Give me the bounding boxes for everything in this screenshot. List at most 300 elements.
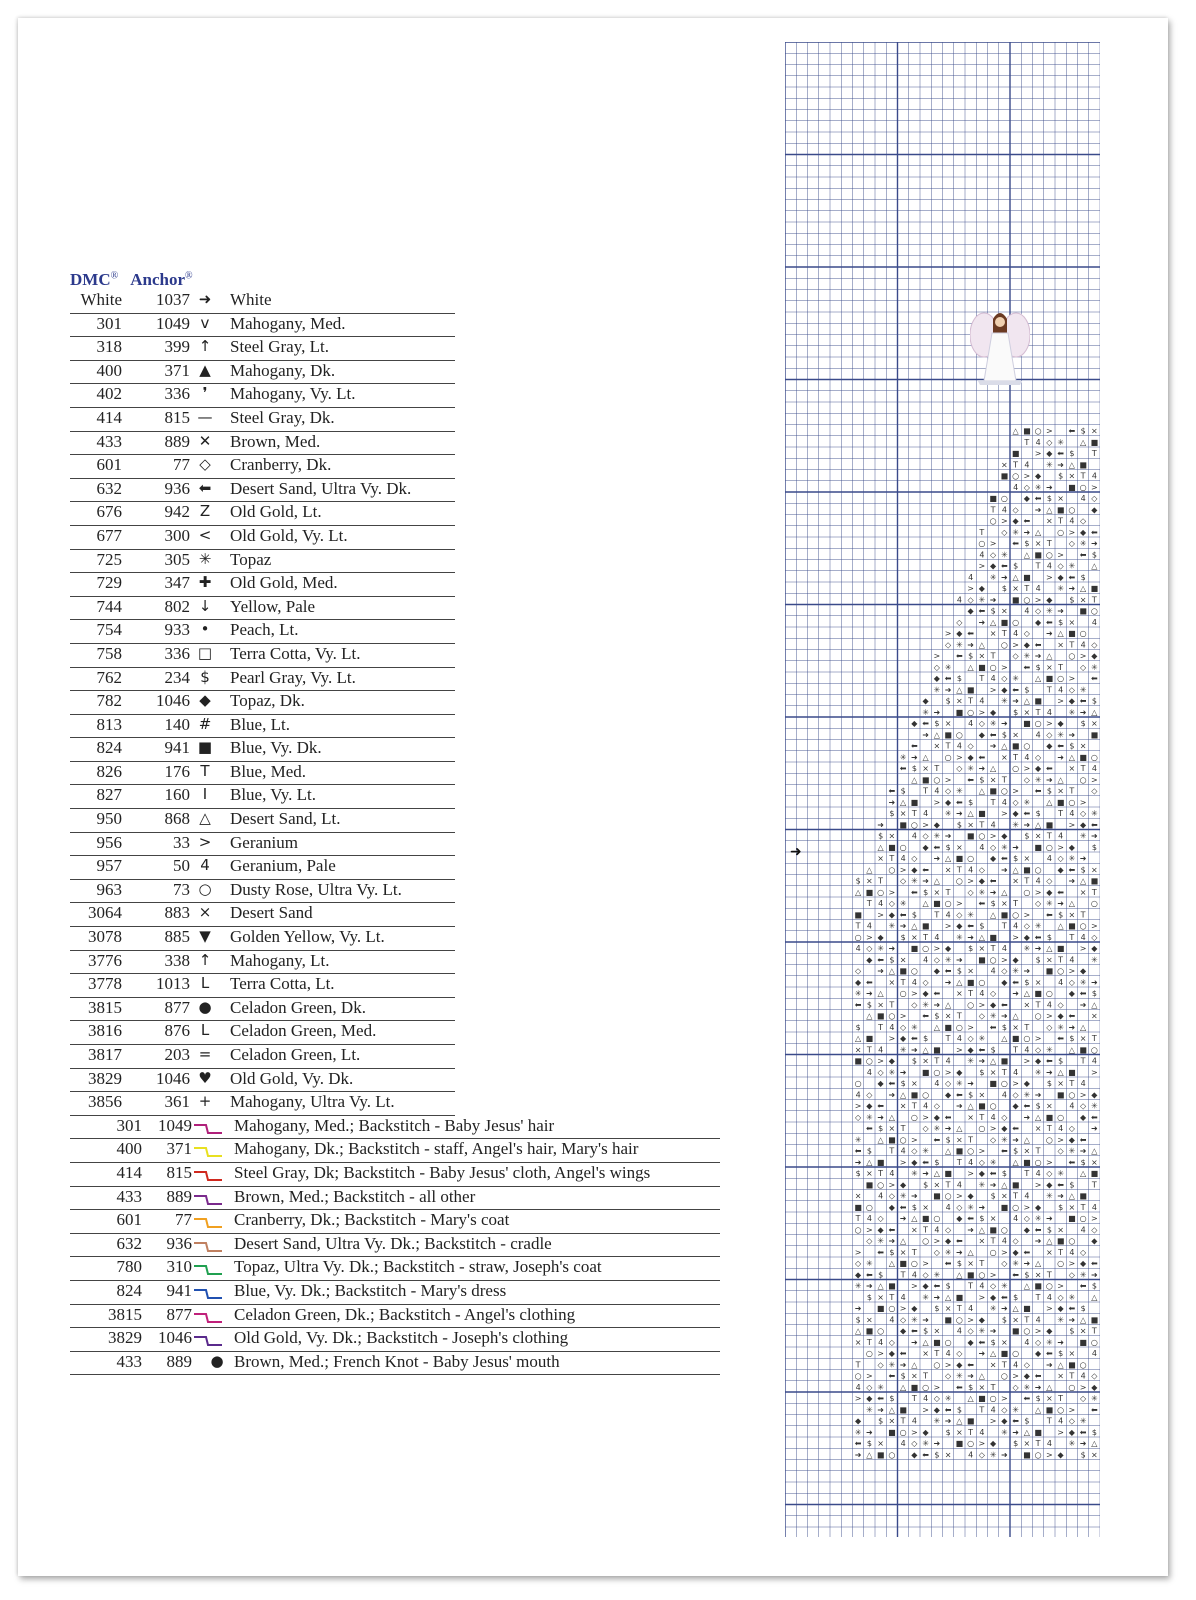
stitch-symbol: ◇: [1001, 966, 1008, 976]
stitch-symbol: ◆: [900, 1326, 907, 1336]
stitch-symbol: ×: [1079, 595, 1087, 605]
stitch-symbol: ◇: [1068, 977, 1075, 987]
stitch-symbol: ×: [1046, 662, 1053, 672]
stitch-symbol: ⬅: [866, 1270, 873, 1280]
stitch-symbol: ➜: [1057, 460, 1064, 470]
stitch-symbol: ➜: [978, 764, 986, 773]
stitch-symbol: ◇: [1091, 1371, 1098, 1381]
dmc-number: 3829: [88, 1068, 122, 1088]
stitch-symbol: >: [1068, 1405, 1076, 1415]
stitch-symbol: ✳: [1001, 842, 1008, 852]
stitch-symbol: ⬅: [967, 1214, 974, 1223]
stitch-symbol: ✳: [1046, 460, 1053, 470]
stitch-symbol: ⬅: [854, 1000, 862, 1010]
stitch-symbol: ⬅: [989, 730, 997, 740]
bar-icon: I: [202, 785, 208, 804]
stitch-symbol: ◇: [933, 1247, 940, 1257]
stitch-symbol: ◇: [1035, 606, 1042, 616]
stitch-symbol: >: [888, 1180, 896, 1190]
backstitch-line-icon: [194, 1216, 222, 1228]
legend-row: [70, 361, 455, 385]
stitch-symbol: ○: [1057, 527, 1065, 537]
stitch-symbol: ×: [1023, 1146, 1031, 1156]
stitch-symbol: >: [1091, 1067, 1098, 1077]
stitch-symbol: ◆: [1001, 831, 1008, 841]
stitch-symbol: ○: [1000, 640, 1008, 650]
stitch-symbol: △: [866, 1450, 873, 1460]
stitch-symbol: $: [878, 831, 884, 841]
stitch-symbol: ⬅: [922, 1157, 929, 1167]
dmc-number: 3815: [108, 1304, 142, 1324]
stitch-symbol: $: [1013, 1292, 1019, 1302]
stitch-symbol: ○: [922, 1090, 930, 1100]
stitch-symbol: ■: [989, 932, 997, 942]
stitch-symbol: ✳: [877, 1382, 884, 1392]
stitch-symbol: ■: [1090, 437, 1099, 447]
stitch-symbol: T: [911, 1394, 917, 1403]
stitch-symbol: ■: [1056, 1090, 1065, 1100]
stitch-symbol: T: [990, 505, 996, 515]
stitch-symbol: >: [1057, 696, 1064, 706]
stitch-symbol: ✳: [1046, 1045, 1053, 1055]
stitch-symbol: ➜: [933, 1292, 941, 1302]
stitch-symbol: ◆: [866, 1101, 873, 1111]
stitch-symbol: T: [1091, 1180, 1097, 1190]
stitch-symbol: 4: [1013, 482, 1019, 492]
legend-row: [70, 550, 455, 574]
stitch-symbol: ○: [967, 854, 975, 863]
stitch-symbol: >: [1091, 482, 1098, 492]
stitch-symbol: ✳: [1012, 674, 1019, 683]
stitch-symbol: △: [1023, 1281, 1030, 1291]
stitch-symbol: ✳: [978, 595, 986, 605]
stitch-symbol: 4: [1035, 730, 1041, 740]
stitch-symbol: ×: [854, 1337, 862, 1347]
legend-row: [70, 502, 455, 526]
stitch-symbol: $: [1035, 1101, 1041, 1111]
stitch-symbol: ◇: [1091, 932, 1098, 942]
stitch-symbol: $: [911, 1202, 917, 1212]
stitch-symbol: ⬅: [967, 775, 974, 785]
stitch-symbol: $: [1091, 550, 1097, 560]
stitch-symbol: ○: [1057, 1112, 1065, 1122]
stitch-symbol: ◇: [1012, 1382, 1019, 1392]
stitch-symbol: ○: [1068, 797, 1076, 807]
stitch-symbol: ◇: [1091, 786, 1098, 796]
stitch-symbol: ✳: [944, 809, 952, 818]
stitch-symbol: ◆: [1091, 1090, 1098, 1100]
stitch-symbol: ◆: [956, 1360, 963, 1370]
stitch-symbol: ◇: [1012, 1236, 1019, 1246]
stitch-symbol: ➜: [911, 1045, 918, 1055]
stitch-symbol: $: [1091, 1281, 1097, 1291]
stitch-symbol: ✳: [1068, 561, 1076, 571]
stitch-symbol: △: [1091, 1439, 1098, 1448]
stitch-symbol: △: [990, 617, 997, 627]
stitch-symbol: ◆: [1057, 1450, 1064, 1460]
stitch-symbol: ◇: [1057, 1000, 1064, 1010]
stitch-symbol: $: [934, 1157, 940, 1167]
dash-icon: —: [197, 407, 213, 426]
stitch-symbol: $: [956, 1259, 962, 1268]
stitch-symbol: ×: [1046, 1394, 1053, 1403]
stitch-symbol: >: [888, 887, 896, 897]
stitch-symbol: ⬅: [911, 741, 918, 751]
stitch-symbol: ○: [1079, 1214, 1087, 1223]
color-name: Old Gold, Vy. Lt.: [230, 525, 348, 545]
stitch-symbol: >: [1068, 527, 1076, 537]
stitch-symbol: 4: [1001, 1090, 1007, 1100]
stitch-symbol: ◆: [978, 730, 985, 740]
stitch-symbol: >: [956, 1191, 963, 1201]
stitch-symbol: △: [945, 1000, 952, 1010]
stitch-symbol: ×: [956, 989, 963, 998]
stitch-symbol: ○: [978, 977, 986, 987]
dmc-number: White: [80, 290, 122, 309]
stitch-symbol: ⬅: [1057, 449, 1064, 458]
stitch-symbol: ➜: [1079, 1439, 1087, 1448]
stitch-symbol: >: [1001, 516, 1008, 526]
stitch-symbol: ➜: [854, 1450, 862, 1460]
stitch-symbol: $: [968, 797, 974, 807]
stitch-symbol: ⬅: [1079, 696, 1087, 706]
stitch-symbol: ◇: [1091, 494, 1098, 503]
stitch-symbol: ■: [854, 910, 862, 920]
anchor-number: 877: [164, 997, 190, 1017]
stitch-symbol: 4: [1024, 1191, 1030, 1201]
anchor-number: 73: [173, 879, 190, 899]
dmc-number: 3776: [88, 950, 122, 970]
stitch-symbol: >: [877, 910, 884, 920]
stitch-symbol: T: [1001, 775, 1007, 785]
z-icon: Z: [199, 502, 211, 521]
stitch-symbol: ■: [989, 786, 997, 796]
stitch-symbol: ◆: [1080, 820, 1087, 830]
stitch-symbol: ○: [1000, 1371, 1008, 1381]
stitch-symbol: ■: [966, 1270, 975, 1280]
stitch-symbol: $: [1001, 584, 1007, 593]
stitch-symbol: 4: [1069, 809, 1075, 818]
stitch-symbol: >: [989, 831, 997, 841]
stitch-symbol: T: [956, 865, 962, 875]
stitch-symbol: ■: [1079, 606, 1087, 616]
stitch-symbol: T: [923, 786, 929, 796]
stitch-symbol: >: [944, 1360, 952, 1370]
stitch-symbol: ◇: [956, 764, 963, 773]
stitch-symbol: T: [945, 741, 951, 751]
stitch-symbol: 4: [1001, 1236, 1007, 1246]
stitch-symbol: ◇: [877, 1214, 884, 1223]
stitch-symbol: ➜: [1001, 865, 1008, 875]
legend-row: [70, 644, 455, 668]
stitch-symbol: ◆: [1035, 471, 1042, 481]
legend-row: [70, 290, 455, 314]
stitch-symbol: ⬅: [1023, 1101, 1031, 1111]
stitch-symbol: ◆: [1035, 764, 1042, 773]
stitch-symbol: ◆: [1080, 1259, 1087, 1268]
stitch-symbol: ◇: [1068, 1124, 1075, 1133]
stitch-symbol: 4: [934, 932, 940, 942]
stitch-symbol: ×: [911, 1079, 918, 1088]
stitch-symbol: ◇: [888, 1191, 895, 1201]
stitch-symbol: ○: [888, 865, 896, 875]
stitch-symbol: T: [855, 921, 861, 931]
stitch-symbol: △: [900, 797, 907, 807]
stitch-symbol: ✳: [978, 1034, 986, 1043]
anchor-number: 176: [164, 761, 190, 781]
stitch-symbol: ✳: [1046, 606, 1053, 616]
stitch-symbol: △: [900, 1090, 907, 1100]
stitch-symbol: ×: [877, 1292, 884, 1302]
stitch-symbol: ✳: [877, 1236, 884, 1246]
stitch-symbol: >: [978, 1439, 986, 1448]
stitch-symbol: ■: [933, 1045, 941, 1055]
stitch-symbol: 4: [1058, 1416, 1064, 1426]
stitch-symbol: T: [1046, 1270, 1052, 1280]
anchor-number: 347: [164, 573, 190, 593]
backstitch-line-icon: [194, 1145, 222, 1157]
stitch-symbol: ✳: [1068, 707, 1076, 717]
stitch-symbol: ⬅: [967, 921, 974, 931]
stitch-symbol: T: [855, 1360, 861, 1370]
stitch-symbol: ➜: [1034, 944, 1042, 953]
anchor-header: Anchor®: [130, 270, 193, 289]
stitch-symbol: △: [1023, 696, 1030, 706]
stitch-symbol: ⬅: [1023, 662, 1031, 672]
stitch-symbol: T: [1091, 1034, 1097, 1043]
stitch-symbol: $: [855, 1169, 861, 1178]
stitch-symbol: ◆: [933, 820, 940, 830]
stitch-symbol: T: [1035, 1000, 1041, 1010]
stitch-symbol: ✳: [1023, 651, 1031, 661]
stitch-symbol: T: [1013, 1191, 1019, 1201]
stitch-symbol: ○: [978, 831, 986, 841]
stitch-symbol: ✳: [899, 899, 907, 908]
stitch-symbol: ■: [1011, 1180, 1020, 1190]
stitch-symbol: $: [1013, 1146, 1019, 1156]
stitch-symbol: ⬅: [1068, 1011, 1076, 1021]
backstitch-row: [70, 1187, 720, 1211]
stitch-symbol: 4: [900, 854, 906, 863]
stitch-symbol: T: [1080, 764, 1086, 773]
stitch-symbol: △: [1080, 1315, 1087, 1325]
stitch-symbol: ➜: [978, 1056, 986, 1066]
stitch-symbol: $: [911, 764, 917, 773]
stitch-symbol: ■: [854, 1056, 862, 1066]
stitch-symbol: ■: [989, 1079, 997, 1088]
stitch-symbol: T: [979, 674, 985, 683]
stitch-symbol: ✳: [1046, 1191, 1053, 1201]
backstitch-description: Mahogany, Dk.; Backstitch - staff, Angel's hair, Mary's hair: [234, 1139, 639, 1159]
stitch-symbol: △: [1057, 1360, 1064, 1370]
stitch-symbol: ×: [877, 854, 884, 863]
stitch-symbol: ■: [1000, 1202, 1009, 1212]
stitch-symbol: $: [889, 955, 895, 965]
stitch-symbol: ◇: [1023, 1214, 1030, 1223]
stitch-symbol: △: [978, 786, 985, 796]
stitch-symbol: ◆: [956, 1214, 963, 1223]
stitch-symbol: ✳: [888, 1067, 896, 1077]
color-name: Yellow, Pale: [230, 596, 316, 616]
stitch-symbol: $: [889, 1394, 895, 1403]
stitch-symbol: $: [1046, 1079, 1052, 1088]
stitch-symbol: △: [911, 921, 918, 931]
stitch-symbol: >: [1001, 809, 1008, 818]
stitch-symbol: $: [1013, 561, 1019, 571]
stitch-symbol: T: [1024, 584, 1030, 593]
stitch-symbol: ◆: [1023, 640, 1030, 650]
stitch-symbol: ✳: [944, 955, 952, 965]
stitch-symbol: ×: [967, 820, 974, 830]
stitch-symbol: >: [989, 685, 997, 695]
stitch-symbol: T: [1091, 595, 1097, 605]
stitch-symbol: ◆: [1023, 1225, 1030, 1235]
stitch-symbol: T: [1080, 1056, 1086, 1066]
stitch-symbol: ➜: [944, 977, 952, 987]
dmc-number: 754: [96, 620, 122, 640]
stitch-symbol: >: [1057, 1427, 1064, 1437]
stitch-symbol: △: [1035, 1405, 1042, 1415]
stitch-symbol: ✳: [1034, 1067, 1042, 1077]
stitch-symbol: ○: [1068, 505, 1076, 515]
stitch-symbol: ◇: [911, 1146, 918, 1156]
french-knot-icon: ●: [210, 1351, 224, 1370]
anchor-number: 802: [164, 596, 190, 616]
stitch-symbol: ◇: [967, 1034, 974, 1043]
anchor-number: 936: [166, 1233, 192, 1253]
stitch-symbol: ◇: [911, 1439, 918, 1448]
t-icon: T: [200, 761, 210, 780]
anchor-number: 889: [166, 1351, 192, 1371]
stitch-symbol: ■: [978, 955, 986, 965]
stitch-symbol: ✳: [933, 831, 941, 841]
stitch-symbol: ✳: [1034, 921, 1042, 931]
stitch-symbol: >: [967, 584, 974, 593]
stitch-symbol: ○: [1090, 752, 1098, 762]
stitch-symbol: △: [900, 1236, 907, 1246]
stitch-symbol: ⬅: [911, 1034, 918, 1043]
stitch-symbol: ■: [1068, 629, 1076, 638]
stitch-symbol: ◆: [1091, 944, 1098, 953]
stitch-symbol: 4: [1091, 617, 1097, 627]
stitch-symbol: ⬅: [888, 1225, 896, 1235]
dmc-number: 676: [96, 502, 122, 522]
backstitch-line-icon: [194, 1287, 222, 1299]
stitch-symbol: △: [1091, 561, 1098, 571]
stitch-symbol: 4: [1013, 1067, 1019, 1077]
stitch-symbol: △: [888, 966, 895, 976]
stitch-symbol: 4: [1046, 1000, 1052, 1010]
stitch-symbol: ×: [989, 1214, 997, 1223]
color-name: Golden Yellow, Vy. Lt.: [230, 927, 385, 947]
stitch-symbol: ✳: [1001, 550, 1008, 560]
arrow-right-icon: ➜: [198, 290, 212, 308]
stitch-symbol: ➜: [1079, 854, 1087, 863]
stitch-symbol: T: [866, 1337, 872, 1347]
stitch-symbol: ○: [967, 1439, 975, 1448]
stitch-symbol: ◆: [933, 674, 940, 683]
stitch-symbol: ✳: [989, 1157, 997, 1167]
stitch-symbol: △: [1012, 865, 1019, 875]
stitch-symbol: △: [1012, 1011, 1019, 1021]
stitch-symbol: ○: [933, 1214, 941, 1223]
stitch-symbol: $: [990, 606, 996, 616]
stitch-symbol: ➜: [967, 1371, 974, 1381]
stitch-symbol: ■: [888, 842, 896, 852]
stitch-symbol: ✳: [933, 1416, 941, 1426]
stitch-symbol: ○: [989, 516, 997, 526]
stitch-symbol: ⬅: [1079, 1281, 1087, 1291]
stitch-symbol: >: [933, 651, 941, 661]
stitch-symbol: $: [1091, 1427, 1097, 1437]
stitch-symbol: △: [1012, 426, 1019, 436]
stitch-symbol: ⬅: [899, 1349, 907, 1358]
stitch-symbol: ×: [956, 1427, 963, 1437]
stitch-symbol: ×: [956, 1135, 963, 1145]
stitch-symbol: ⬅: [933, 989, 941, 998]
stitch-symbol: ◆: [1012, 955, 1019, 965]
stitch-symbol: ➜: [933, 1439, 941, 1448]
stitch-symbol: >: [1034, 1034, 1042, 1043]
stitch-symbol: ×: [933, 1180, 941, 1190]
stitch-symbol: T: [968, 1427, 974, 1437]
color-name: Brown, Med.: [230, 431, 321, 451]
stitch-symbol: △: [956, 685, 963, 695]
stitch-symbol: ○: [1023, 887, 1031, 897]
angel-thumbnail-image: [970, 305, 1030, 387]
stitch-symbol: ◇: [1012, 1090, 1019, 1100]
stitch-symbol: 4: [878, 1045, 884, 1055]
stitch-symbol: T: [889, 854, 895, 863]
dmc-number: 3778: [88, 974, 122, 994]
stitch-symbol: ◆: [1080, 966, 1087, 976]
backstitch-row: [70, 1281, 720, 1305]
stitch-symbol: ✳: [1023, 1382, 1031, 1392]
stitch-symbol: ×: [944, 719, 952, 728]
backstitch-line-icon: [194, 1169, 222, 1181]
stitch-symbol: ■: [1023, 719, 1031, 728]
backstitch-line-icon: [194, 1240, 222, 1252]
stitch-symbol: >: [1046, 572, 1053, 582]
stitch-symbol: ◇: [1091, 640, 1098, 650]
stitch-symbol: ○: [888, 1304, 896, 1313]
stitch-symbol: ■: [1045, 820, 1054, 830]
stitch-symbol: ◇: [922, 1124, 929, 1133]
stitch-symbol: >: [1046, 719, 1053, 728]
stitch-symbol: $: [900, 932, 906, 942]
stitch-symbol: ◆: [956, 629, 963, 638]
stitch-symbol: ■: [876, 1011, 885, 1021]
stitch-symbol: 4: [878, 899, 884, 908]
stitch-symbol: ○: [1090, 1337, 1098, 1347]
stitch-symbol: T: [866, 899, 872, 908]
stitch-symbol: △: [866, 865, 873, 875]
stitch-symbol: 4: [968, 865, 974, 875]
stitch-symbol: ×: [888, 831, 896, 841]
stitch-symbol: ⬅: [866, 977, 873, 987]
stitch-symbol: ➜: [956, 1247, 963, 1257]
dmc-number: 318: [96, 337, 122, 357]
stitch-symbol: ◆: [1057, 572, 1064, 582]
stitch-symbol: ×: [1001, 752, 1008, 762]
stitch-symbol: △: [1001, 1034, 1008, 1043]
stitch-symbol: $: [923, 887, 929, 897]
stitch-symbol: ◇: [1012, 797, 1019, 807]
stitch-symbol: ×: [922, 1349, 929, 1358]
stitch-symbol: ■: [921, 775, 930, 785]
stitch-symbol: T: [1013, 460, 1019, 470]
stitch-symbol: ○: [967, 1146, 975, 1156]
